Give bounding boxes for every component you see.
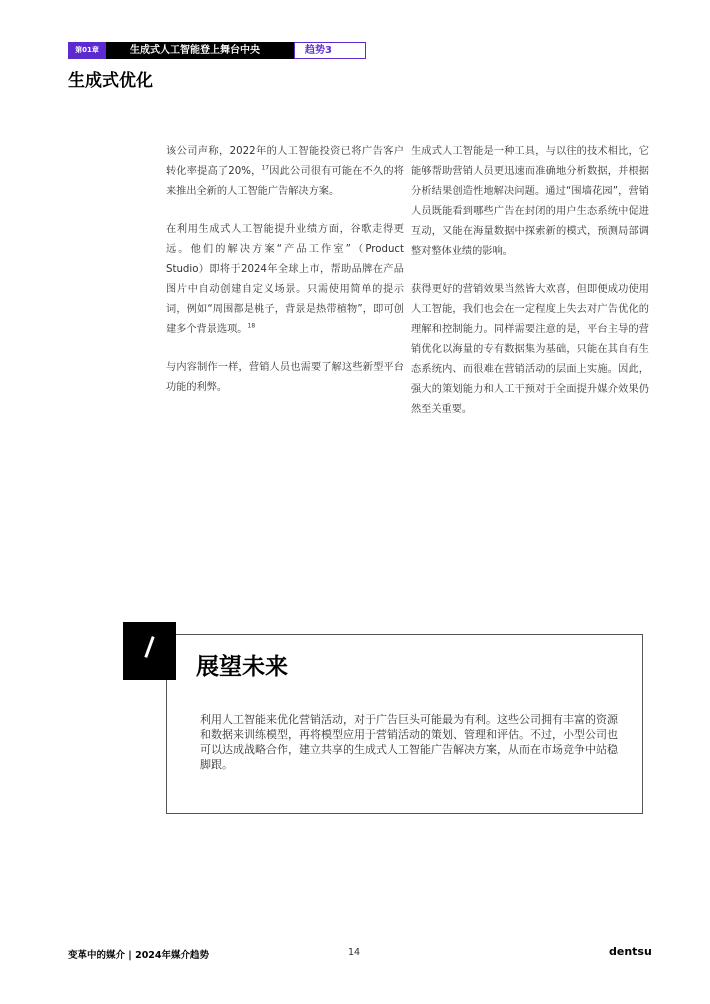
paragraph	[166, 220, 404, 340]
footnote-ref: 18	[247, 322, 256, 330]
paragraph-text: 因此公司很有可能在不久的将来推出全新的人工智能广告解决方案。	[166, 166, 404, 197]
paragraph: 获得更好的营销效果当然皆大欢喜，但即便成功使用人工智能，我们也会在一定程度上失去对广告优化的理解和控制能力。同样需要注意的是，平台主导的营销优化以海量的专有数据集为基础，只能在其自有生态系统内、而很难在营销活动的层面上实施。因此，强大的策划能力和人工干预对于全面提升媒介效果仍然至关重要。	[411, 284, 649, 415]
footer-publication: 变革中的媒介 | 2024年媒介趋势	[68, 950, 210, 961]
paragraph: 与内容制作一样，营销人员也需要了解这些新型平台功能的利弊。	[166, 362, 404, 393]
chapter-title: 生成式人工智能登上舞台中央	[130, 45, 260, 56]
page-number: 14	[348, 947, 361, 958]
paragraph-text: 在利用生成式人工智能提升业绩方面，谷歌走得更远。他们的解决方案“产品工作室”（Product Studio）即将于2024年全球上市，帮助品牌在产品图片中自动创建自定义场景。只需使用简单的提示词，例如“周围都是桃子，背景是热带植物”，即可创建多个背景选项。	[166, 224, 404, 335]
paragraph-text: 该公司声称，2022年的人工智能投资已将广告客户转化率提高了20%，	[166, 146, 404, 177]
paragraph	[166, 142, 404, 202]
section-title: 生成式优化	[68, 71, 153, 91]
chapter-tag: 第01章	[68, 42, 106, 59]
paragraph: 生成式人工智能是一种工具，与以往的技术相比，它能够帮助营销人员更迅速而准确地分析数据，并根据分析结果创造性地解决问题。通过“围墙花园”，营销人员既能看到哪些广告在封闭的用户生态系统中促进互动，又能在海量数据中探索新的模式，预测局部调整对整体业绩的影响。	[411, 146, 649, 257]
right-text-column	[411, 142, 649, 438]
brand-logo: dentsu	[609, 945, 652, 958]
left-text-column	[166, 142, 404, 416]
footnote-ref: 17	[261, 164, 270, 172]
slash-icon	[123, 622, 176, 680]
trend-tag: 趋势3	[294, 42, 366, 59]
chapter-header-bar	[68, 42, 366, 59]
outlook-title: 展望未来	[196, 654, 288, 680]
outlook-body: 利用人工智能来优化营销活动，对于广告巨头可能最为有利。这些公司拥有丰富的资源和数据来训练模型，再将模型应用于营销活动的策划、管理和评估。不过，小型公司也可以达成战略合作，建立共享的生成式人工智能广告解决方案，从而在市场竞争中站稳脚跟。	[200, 713, 618, 771]
